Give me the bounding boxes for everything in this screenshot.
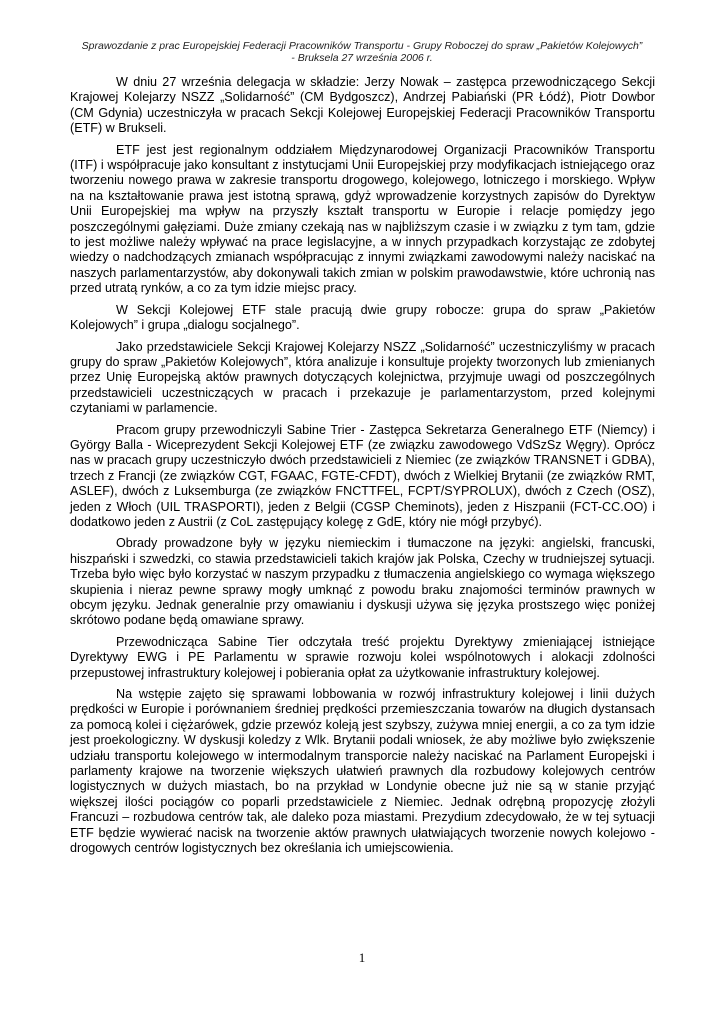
- paragraph-etf-role: ETF jest jest regionalnym oddziałem Międzynarodowej Organizacji Pracowników Transportu (ITF) i współpracuje jako konsultant z instytucjami Unii Europejskiej przy modyfikacjach istniejącego oraz tworzeniu nowego prawa w zakresie transportu drogowego, kolejowego, lotniczego i morskiego. Wpływ na na kształtowanie prawa jest istotną sprawą, gdyż wprowadzenie korzystnych zapisów do Dyrektyw Unii Europejskiej ma wpływ na przyszły kształt transportu w Europie i relacje pomiędzy jego poszczególnymi gałęziami. Duże zmiany czekają nas w najbliższym czasie i w związku z tym tam, gdzie to jest możliwe należy wpływać na prace legislacyjne, a w innych przypadkach korzystając ze zdobytej wiedzy o nadchodzących zmianach współpracując z innymi związkami zawodowymi należy naciskać na naszych parlamentarzystów, aby dokonywali takich zmian w polskim prawodawstwie, które uchronią nas przed utratą rynków, a co za tym idzie miejsc pracy.: [70, 142, 655, 296]
- header-date-line: - Bruksela 27 września 2006 r.: [291, 52, 433, 64]
- report-body: [70, 75, 655, 863]
- page-header: [40, 40, 684, 64]
- paragraph-delegation: W dniu 27 września delegacja w składzie: Jerzy Nowak – zastępca przewodniczącego Sekcji Krajowej Kolejarzy NSZZ „Solidarność” (CM Bydgoszcz), Andrzej Pabiański (PR Łódź), Piotr Dowbor (CM Gdynia) uczestniczyła w pracach Sekcji Kolejowej Europejskiej Federacji Pracowników Transportu (ETF) w Brukseli.: [70, 75, 655, 136]
- paragraph-lobbying: Na wstępie zajęto się sprawami lobbowania w rozwój infrastruktury kolejowej i linii dużych prędkości w Europie i porównaniem średniej prędkości przemieszczania towarów na długich dystansach za pomocą kolei i ciężarówek, gdzie przewóz koleją jest szybszy, zużywa mniej energii, a co za tym idzie jest proekologiczny. W dyskusji koledzy z Wlk. Brytanii podali wniosek, że aby możliwe było zwiększenie udziału transportu kolejowego w intermodalnym transporcie należy naciskać na Parlament Europejski i parlamenty krajowe na tworzenie większych ułatwień prawnych dla rozbudowy kolejowych centrów logistycznych w dużych miastach, bo na przykład w Londynie obecne już nie są w stanie przyjąć większej ilości pociągów co poparli przedstawiciele z Niemiec. Jednak odrębną propozycję złożyli Francuzi – rozbudowa centrów tak, ale daleko poza miastami. Prezydium zdecydowało, że w tej sytuacji ETF będzie wywierać nacisk na tworzenie aktów prawnych ułatwiających tworzenie nowych kolejowo - drogowych centrów logistycznych bez określania ich umiejscowienia.: [70, 687, 655, 856]
- paragraph-directive-draft: Przewodnicząca Sabine Tier odczytała treść projektu Dyrektywy zmieniającej istniejące Dyrektywy EWG i PE Parlamentu w sprawie rozwoju kolei wspólnotowych i alokacji zdolności przepustowej infrastruktury kolejowej i pobierania opłat za użytkowanie infrastruktury kolejowej.: [70, 634, 655, 680]
- paragraph-working-groups: W Sekcji Kolejowej ETF stale pracują dwie grupy robocze: grupa do spraw „Pakietów Kolejowych” i grupa „dialogu socjalnego”.: [70, 302, 655, 333]
- paragraph-chairs-members: Pracom grupy przewodniczyli Sabine Trier - Zastępca Sekretarza Generalnego ETF (Niemcy) i György Balla - Wiceprezydent Sekcji Kolejowej ETF (ze związku zawodowego VdSzSz Węgry). Oprócz nas w pracach grupy uczestniczyło dwóch przedstawicieli z Niemiec (ze związków TRANSNET i GDBA), trzech z Francji (ze związków CGT, FGAAC, FGTE-CFDT), dwóch z Wielkiej Brytanii (ze związków RMT, ASLEF), dwóch z Luksemburga (ze związków FNCTTFEL, FCPT/SYPROLUX), dwóch z Czech (OSZ), jeden z Włoch (UIL TRASPORTI), jeden z Belgii (CGSP Cheminots), jeden z Hiszpanii (FCT-CC.OO) i dodatkowo jeden z Austrii (z CoL zastępujący kolegę z GdE, który nie mógł przybyć).: [70, 422, 655, 529]
- paragraph-languages: Obrady prowadzone były w języku niemieckim i tłumaczone na języki: angielski, francuski, hiszpański i szwedzki, co stawia przedstawicieli takich krajów jak Polska, Czechy w trudniejszej sytuacji. Trzeba było więc było korzystać w naszym przypadku z tłumaczenia angielskiego co wymaga większego skupienia i nieraz pewne sprawy mogły umknąć z powodu braku znajomości terminów prawnych w obcym języku. Jednak generalnie przy omawianiu i dyskusji używa się języka prostszego więc poniżej skrótowo podane będą omawiane sprawy.: [70, 536, 655, 628]
- header-title-line: Sprawozdanie z prac Europejskiej Federacji Pracowników Transportu - Grupy Roboczej do spraw „Pakietów Kolejowych”: [81, 40, 643, 52]
- page-number: 1: [358, 950, 366, 965]
- paragraph-participation: Jako przedstawiciele Sekcji Krajowej Kolejarzy NSZZ „Solidarność” uczestniczyliśmy w pracach grupy do spraw „Pakietów Kolejowych”, która analizuje i konsultuje projekty tworzonych lub zmienianych przez Unię Europejską aktów prawnych dotyczących kolejnictwa, przyjmuje uwagi od poszczególnych przedstawicieli uczestniczących w pracach i przekazuje je parlamentarzystom, przed kolejnymi czytaniami w parlamencie.: [70, 339, 655, 416]
